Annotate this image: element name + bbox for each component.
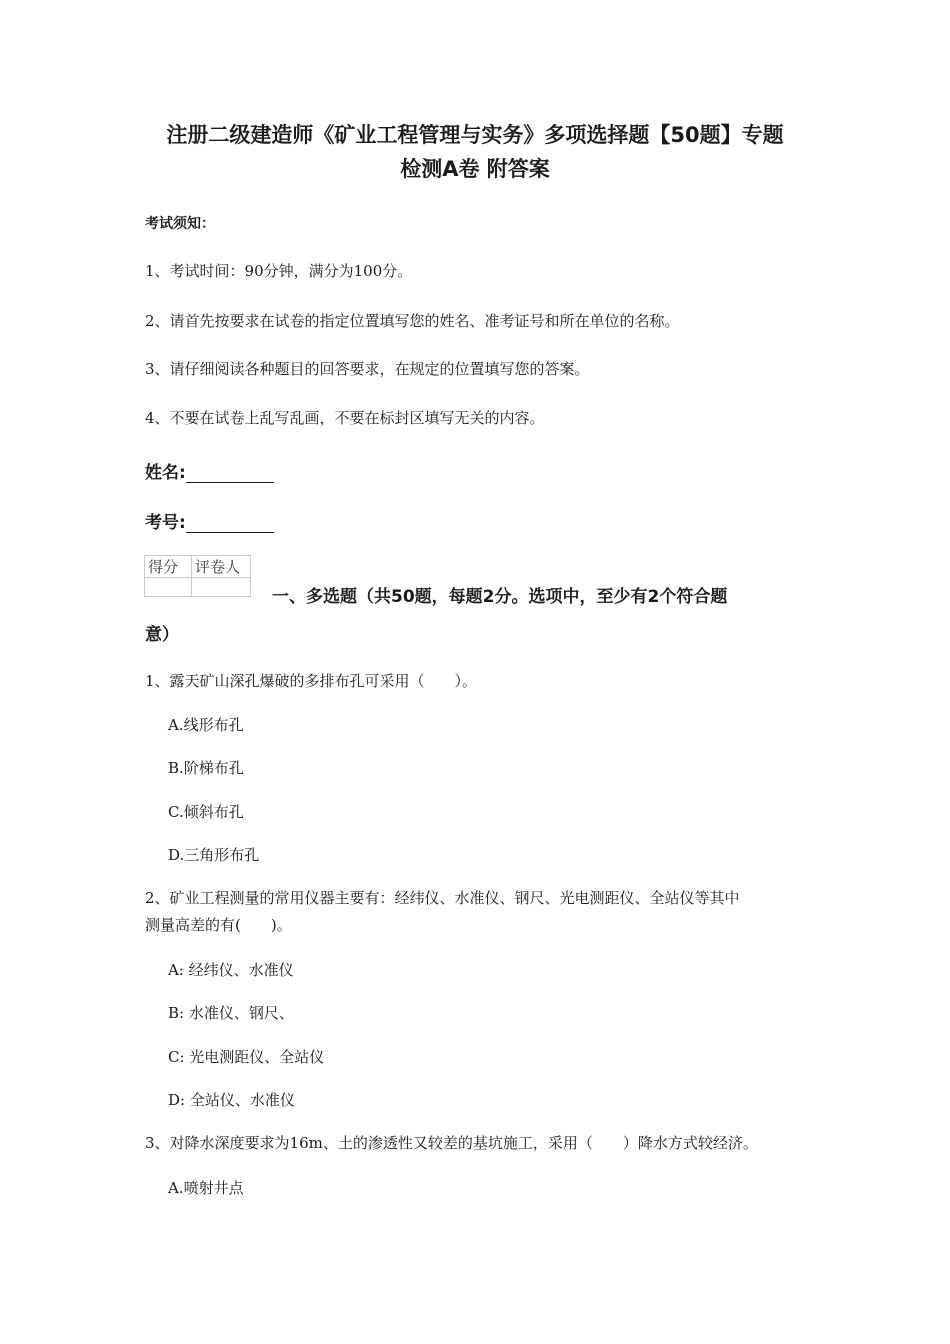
question-1-option-a: A.线形布孔 [168,716,244,734]
question-2-option-c: C: 光电测距仪、全站仪 [168,1048,325,1066]
page-title-line1: 注册二级建造师《矿业工程管理与实务》多项选择题【50题】专题 [166,123,784,147]
score-table [144,555,251,597]
question-3-option-a: A.喷射井点 [168,1179,244,1197]
notice-item-1: 1、考试时间：90分钟，满分为100分。 [145,262,413,280]
name-label: 姓名: [145,463,186,483]
question-1-option-c: C.倾斜布孔 [168,803,244,821]
question-3-stem: 3、对降水深度要求为16m、土的渗透性又较差的基坑施工，采用（ ）降水方式较经济。 [145,1134,758,1152]
question-2-option-d: D: 全站仪、水准仪 [168,1091,295,1109]
question-2-stem-line2: 测量高差的有( )。 [145,916,292,934]
question-1-stem: 1、露天矿山深孔爆破的多排布孔可采用（ ）。 [145,672,478,690]
exam-id-label: 考号: [145,513,186,533]
question-2-stem-line1: 2、矿业工程测量的常用仪器主要有：经纬仪、水准仪、钢尺、光电测距仪、全站仪等其中 [145,889,740,907]
name-field[interactable] [145,458,274,483]
notice-item-2: 2、请首先按要求在试卷的指定位置填写您的姓名、准考证号和所在单位的名称。 [145,312,680,330]
exam-id-field[interactable] [145,508,274,533]
question-1-option-b: B.阶梯布孔 [168,759,244,777]
notice-heading: 考试须知： [145,216,215,232]
score-header: 得分 [145,556,192,578]
section-heading-line1: 一、多选题（共50题，每题2分。选项中，至少有2个符合题 [272,587,728,607]
question-2-option-b: B: 水准仪、钢尺、 [168,1004,294,1022]
grader-cell[interactable] [192,578,251,597]
section-heading-line2: 意） [145,625,179,645]
question-1-option-d: D.三角形布孔 [168,846,260,864]
score-cell[interactable] [145,578,192,597]
grader-header: 评卷人 [192,556,251,578]
question-2-option-a: A: 经纬仪、水准仪 [168,961,294,979]
notice-item-3: 3、请仔细阅读各种题目的回答要求，在规定的位置填写您的答案。 [145,360,590,378]
page-title-line2: 检测A卷 附答案 [400,157,550,181]
notice-item-4: 4、不要在试卷上乱写乱画，不要在标封区填写无关的内容。 [145,409,545,427]
name-blank[interactable] [186,466,274,483]
exam-id-blank[interactable] [186,516,274,533]
